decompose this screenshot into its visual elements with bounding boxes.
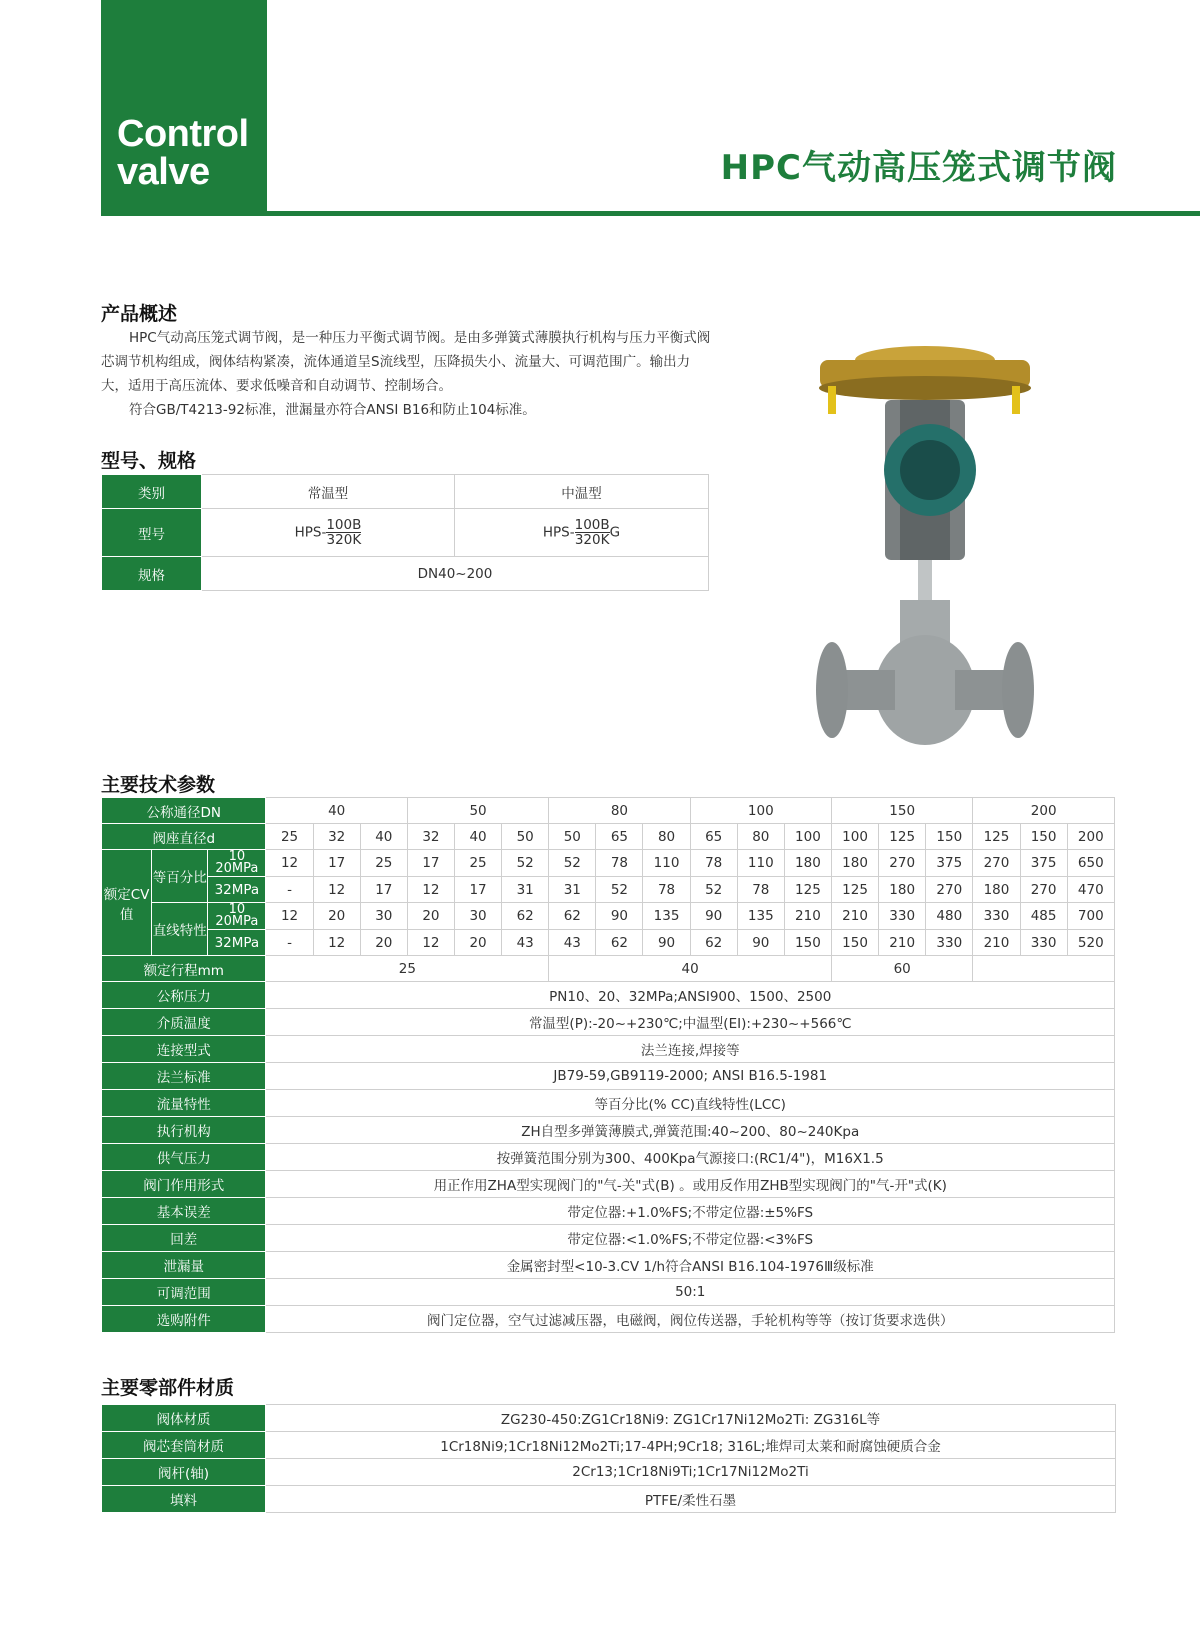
seat-value: 40 [360,824,407,850]
lin-10-value: 30 [360,903,407,930]
lin-32-value: 20 [360,930,407,956]
stroke-value: 60 [832,956,973,982]
eq-32-value: 125 [832,877,879,903]
tech-table [101,797,1115,1333]
spec-size-label: 规格 [102,557,202,591]
lin-32-value: 330 [926,930,973,956]
param-label: 公称压力 [102,982,266,1009]
flange-left [816,642,848,738]
param-value: 等百分比(% CC)直线特性(LCC) [266,1090,1115,1117]
model-prefix: HPS- [294,524,327,541]
model-prefix-medium: HPS- [542,524,575,541]
eq-32-value: 270 [1020,877,1067,903]
param-value: 带定位器:+1.0%FS;不带定位器:±5%FS [266,1198,1115,1225]
actuator-bolt [1012,386,1020,414]
param-label: 连接型式 [102,1036,266,1063]
seat-value: 65 [690,824,737,850]
product-title: HPC气动高压笼式调节阀 [720,148,1117,188]
eq-32-value: 12 [313,877,360,903]
tech-title: 主要技术参数 [101,774,216,796]
spec-model-medium [455,509,709,557]
param-label: 阀门作用形式 [102,1171,266,1198]
param-value: JB79-59,GB9119-2000; ANSI B16.5-1981 [266,1063,1115,1090]
materials-table [101,1404,1116,1513]
lin-10-value: 210 [832,903,879,930]
lin-32-value: 150 [832,930,879,956]
model-frac-bottom: 320K [326,532,362,548]
eq-10-value: 375 [926,850,973,877]
param-label: 执行机构 [102,1117,266,1144]
eq-10-value: 78 [596,850,643,877]
seat-value: 50 [549,824,596,850]
eq-10-value: 25 [454,850,501,877]
lin-label: 直线特性 [152,903,208,956]
overview-paragraph-2: 符合GB/T4213-92标准，泄漏量亦符合ANSI B16和防止104标准。 [129,402,536,418]
seat-value: 100 [832,824,879,850]
pressure-10-20-lin [208,903,266,930]
lin-10-value: 330 [879,903,926,930]
materials-title: 主要零部件材质 [101,1377,235,1399]
eq-10-value: 110 [643,850,690,877]
eq-10-value: 12 [266,850,313,877]
spec-medium: 中温型 [455,475,709,509]
lin-32-value: 62 [596,930,643,956]
param-label: 基本误差 [102,1198,266,1225]
param-value: 50:1 [266,1279,1115,1306]
cv-label: 额定CV值 [102,850,152,956]
param-value: 按弹簧范围分别为300、400Kpa气源接口:(RC1/4")，M16X1.5 [266,1144,1115,1171]
eq-10-value: 25 [360,850,407,877]
param-label: 回差 [102,1225,266,1252]
model-frac-top: 100B [326,517,362,533]
seat-value: 150 [1020,824,1067,850]
param-label: 流量特性 [102,1090,266,1117]
dn-value: 50 [407,798,548,824]
lin-32-value: - [266,930,313,956]
param-value: 法兰连接,焊接等 [266,1036,1115,1063]
seat-value: 50 [502,824,549,850]
lin-10-value: 12 [266,903,313,930]
material-value: 2Cr13;1Cr18Ni9Ti;1Cr17Ni12Mo2Ti [266,1459,1116,1486]
overview-text [101,326,711,422]
lin-10-value: 330 [973,903,1020,930]
param-value: 常温型(P):-20~+230℃;中温型(EI):+230~+566℃ [266,1009,1115,1036]
param-value: 用正作用ZHA型实现阀门的"气-关"式(B) 。或用反作用ZHB型实现阀门的"气-开"式(K) [266,1171,1115,1198]
lin-10-value: 30 [454,903,501,930]
lin-10-value: 20 [407,903,454,930]
lin-10-value: 20 [313,903,360,930]
material-value: ZG230-450:ZG1Cr18Ni9: ZG1Cr17Ni12Mo2Ti: ZG316L等 [266,1405,1116,1432]
lin-32-value: 20 [454,930,501,956]
param-value: PN10、20、32MPa;ANSI900、1500、2500 [266,982,1115,1009]
actuator-flange [819,376,1031,400]
param-value: 金属密封型<10-3.CV 1/h符合ANSI B16.104-1976Ⅲ级标准 [266,1252,1115,1279]
spec-category-label: 类别 [102,475,202,509]
spec-size-value: DN40~200 [202,557,709,591]
seat-value: 80 [737,824,784,850]
stroke-value: 25 [266,956,549,982]
model-fraction [326,518,361,547]
seat-value: 65 [596,824,643,850]
lin-32-value: 12 [313,930,360,956]
dn-value: 200 [973,798,1115,824]
lin-32-value: 90 [643,930,690,956]
flange-right [1002,642,1034,738]
p10-bottom: 20MPa [215,860,259,876]
eq-32-value: 52 [596,877,643,903]
model-frac-top-medium: 100B [574,517,610,533]
stroke-value-empty [973,956,1115,982]
spec-table [101,474,709,591]
eq-10-value: 375 [1020,850,1067,877]
seat-value: 80 [643,824,690,850]
eq-32-value: 31 [502,877,549,903]
param-label: 介质温度 [102,1009,266,1036]
dn-value: 40 [266,798,407,824]
eq-32-value: 270 [926,877,973,903]
brand-line-1: Control [117,113,249,155]
stroke-value: 40 [549,956,832,982]
lin-32-value: 520 [1067,930,1114,956]
lin-32-value: 12 [407,930,454,956]
spec-model-normal [202,509,455,557]
eq-32-value: 180 [879,877,926,903]
eq-10-value: 52 [502,850,549,877]
p10-bottom-lin: 20MPa [215,913,259,929]
lin-10-value: 485 [1020,903,1067,930]
brand-block [101,0,267,216]
spec-model-label: 型号 [102,509,202,557]
dn-value: 150 [832,798,973,824]
lin-10-value: 62 [549,903,596,930]
pressure-32: 32MPa [208,877,266,903]
eq-10-value: 650 [1067,850,1114,877]
param-value: 带定位器:<1.0%FS;不带定位器:<3%FS [266,1225,1115,1252]
brand-line-2: valve [117,151,210,193]
eq-10-value: 110 [737,850,784,877]
eq-10-value: 180 [832,850,879,877]
seat-value: 125 [879,824,926,850]
p10-top-lin: 10 [228,901,246,917]
lin-10-value: 480 [926,903,973,930]
pressure-10-20 [208,850,266,877]
seat-value: 125 [973,824,1020,850]
eq-32-value: 78 [643,877,690,903]
eq-32-value: 470 [1067,877,1114,903]
seat-label: 阀座直径d [102,824,266,850]
lin-10-value: 135 [643,903,690,930]
material-label: 填料 [102,1486,266,1513]
lin-10-value: 210 [784,903,831,930]
material-label: 阀芯套筒材质 [102,1432,266,1459]
eq-32-value: 52 [690,877,737,903]
eq-label: 等百分比 [152,850,208,903]
seat-value: 150 [926,824,973,850]
model-frac-bottom-medium: 320K [574,532,610,548]
eq-32-value: 17 [454,877,501,903]
model-fraction-medium [575,518,610,547]
eq-10-value: 17 [407,850,454,877]
eq-10-value: 17 [313,850,360,877]
param-label: 供气压力 [102,1144,266,1171]
lin-32-value: 210 [973,930,1020,956]
lin-32-value: 62 [690,930,737,956]
lin-10-value: 135 [737,903,784,930]
actuator-bolt [828,386,836,414]
seat-value: 32 [407,824,454,850]
param-value: 阀门定位器，空气过滤减压器，电磁阀，阀位传送器，手轮机构等等（按订货要求选供） [266,1306,1115,1333]
header-divider [101,211,1200,216]
eq-10-value: 78 [690,850,737,877]
param-value: ZH自型多弹簧薄膜式,弹簧范围:40~200、80~240Kpa [266,1117,1115,1144]
lin-10-value: 62 [502,903,549,930]
eq-32-value: 125 [784,877,831,903]
seat-value: 40 [454,824,501,850]
material-value: PTFE/柔性石墨 [266,1486,1116,1513]
dn-value: 80 [549,798,690,824]
lin-32-value: 43 [549,930,596,956]
lin-32-value: 150 [784,930,831,956]
material-value: 1Cr18Ni9;1Cr18Ni12Mo2Ti;17-4PH;9Cr18; 316L;堆焊司太莱和耐腐蚀硬质合金 [266,1432,1116,1459]
material-label: 阀杆(轴) [102,1459,266,1486]
seat-value: 25 [266,824,313,850]
eq-32-value: 12 [407,877,454,903]
param-label: 泄漏量 [102,1252,266,1279]
lin-10-value: 90 [690,903,737,930]
param-label: 选购附件 [102,1306,266,1333]
model-suffix: G [609,524,621,541]
eq-32-value: 31 [549,877,596,903]
material-label: 阀体材质 [102,1405,266,1432]
stroke-label: 额定行程mm [102,956,266,982]
lin-32-value: 330 [1020,930,1067,956]
positioner-window [900,440,960,500]
eq-32-value: 17 [360,877,407,903]
eq-32-value: 78 [737,877,784,903]
eq-10-value: 270 [879,850,926,877]
eq-10-value: 270 [973,850,1020,877]
lin-10-value: 700 [1067,903,1114,930]
valve-photo [800,320,1050,770]
dn-label: 公称通径DN [102,798,266,824]
param-label: 法兰标准 [102,1063,266,1090]
eq-10-value: 52 [549,850,596,877]
eq-32-value: - [266,877,313,903]
lin-10-value: 90 [596,903,643,930]
p10-top: 10 [228,848,246,864]
overview-title: 产品概述 [101,303,178,325]
pressure-32-lin: 32MPa [208,930,266,956]
spec-title: 型号、规格 [101,450,197,472]
dn-value: 100 [690,798,831,824]
eq-32-value: 180 [973,877,1020,903]
spec-normal: 常温型 [202,475,455,509]
seat-value: 32 [313,824,360,850]
overview-paragraph-1: HPC气动高压笼式调节阀，是一种压力平衡式调节阀。是由多弹簧式薄膜执行机构与压力平衡式阀芯调节机构组成，阀体结构紧凑，流体通道呈S流线型，压降损失小、流量大、可调范围广。输出力大，适用于高压流体、要求低噪音和自动调节、控制场合。 [101,330,711,394]
seat-value: 100 [784,824,831,850]
lin-32-value: 43 [502,930,549,956]
eq-10-value: 180 [784,850,831,877]
param-label: 可调范围 [102,1279,266,1306]
lin-32-value: 210 [879,930,926,956]
seat-value: 200 [1067,824,1114,850]
lin-32-value: 90 [737,930,784,956]
